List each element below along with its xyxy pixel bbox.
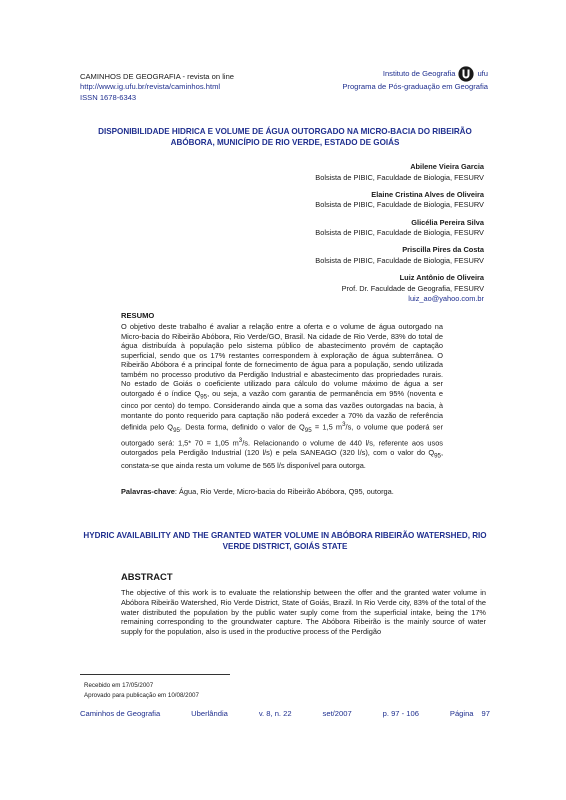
institute-header [288,66,488,92]
superscript-3: 3 [342,421,346,429]
issn: ISSN 1678-6343 [80,92,137,102]
author-name: Luiz Antônio de Oliveira [399,273,484,283]
footer-date: set/2007 [322,709,352,718]
ufu-logo-icon [458,66,474,82]
author-affiliation: Bolsista de PIBIC, Faculdade de Biologia, FESURV [315,172,484,182]
author-affiliation: Prof. Dr. Faculdade de Geografia, FESURV [341,283,484,293]
journal-url-link[interactable]: http://www.ig.ufu.br/revista/caminhos.html [80,82,221,92]
author-affiliation: Bolsista de PIBIC, Faculdade de Biologia, FESURV [315,255,484,265]
author-email-link[interactable]: luiz_ao@yahoo.com.br [408,294,484,304]
approved-date: Aprovado para publicação em 10/08/2007 [84,691,199,699]
program-name: Programa de Pós-graduação em Geografia [342,82,488,91]
page-footer [80,709,490,718]
page-value: 97 [481,709,490,718]
paper-title-en: HYDRIC AVAILABILITY AND THE GRANTED WATER VOLUME IN ABÓBORA RIBEIRÃO WATERSHED, RIO VERDE DISTRICT, GOIÁS STATE [83,531,487,551]
author-affiliation: Bolsista de PIBIC, Faculdade de Biologia, FESURV [315,200,484,210]
footnote-divider [80,674,230,675]
footer-pages: p. 97 - 106 [382,709,419,718]
author-name: Abilene Vieira Garcia [410,162,484,171]
author-list [184,162,484,312]
page-label: Página [449,709,474,718]
resumo-segment: /s. Relacionando o volume de 440 l/s, referente aos usos outorgados pela Perdigão Industrial (120 l/s) e pela SANEAGO (320 l/s), com o valor do Q [121,438,443,457]
footer-city: Uberlândia [191,709,228,718]
author-block [184,162,484,183]
author-affiliation: Bolsista de PIBIC, Faculdade de Biologia, FESURV [315,228,484,238]
subscript-95: 95 [434,452,441,460]
resumo-segment: O objetivo deste trabalho é avaliar a relação entre a oferta e o volume de água outorgado na Micro-bacia do Ribeirão Abóbora, Rio Verde/GO, Brasil. Na cidade de Rio Verde, 83% do total de água distribuída à população pelo sistema público de abastecimento provém de captação superficial, sendo que os 17% restantes correspondem à exploração de água subterrânea. O Ribeirão Abóbora é a principal fonte de fornecimento de água para a população, sendo utilizada também no processo produtivo da Perdigão Industrial e abastecimento das propriedades rurais. No estado de Goiás o coeficiente utilizado para cálculo do volume máximo de água a ser outorgado é o índice Q [121,322,443,398]
received-date: Recebido em 17/05/2007 [84,682,154,689]
resumo-heading: RESUMO [121,311,155,320]
keywords [121,487,451,497]
author-block [184,245,484,266]
resumo-segment: . Desta forma, definido o valor de Q [179,422,305,432]
keywords-label: Palavras-chave [121,487,175,496]
footnote [84,681,199,700]
footer-journal: Caminhos de Geografia [80,709,161,718]
institute-name: Instituto de Geografia [382,68,456,78]
paper-title-pt: DISPONIBILIDADE HIDRICA E VOLUME DE ÁGUA OUTORGADO NA MICRO-BACIA DO RIBEIRÃO ABÓBORA, MUNICÍPIO DE RIO VERDE, ESTADO DE GOIÁS [98,127,472,147]
author-block [184,190,484,211]
abstract-heading: ABSTRACT [121,571,173,582]
page-number [450,709,490,718]
resumo-segment: = 1,5 m [311,422,343,432]
subscript-95: 95 [304,427,312,435]
footer-volume: v. 8, n. 22 [258,709,292,718]
journal-name: CAMINHOS DE GEOGRAFIA - revista on line [80,72,235,81]
author-name: Glicélia Pereira Silva [411,217,484,227]
author-block [184,218,484,239]
subscript-95: 95 [200,392,208,400]
resumo-segment: , ou seja, a vazão com garantia de permanência em 95% (noventa e cinco por cento) do tempo. Considerando ainda que a soma das vazões outorgadas na bacia, à montante do ponto requerido para captação não poderá exceder a 70% da vazão de referência definida pelo Q [121,388,443,432]
abstract-text: The objective of this work is to evaluate the relationship between the offer and the granted water volume in Abóbora Ribeirão Watershed, Rio Verde District, State of Goiás, Brazil. In Rio Verde city, 83% of the total of the water distributed the population by the public water suply come from the superficial intake, being the 17% remaining corresponding to the groundwater capture. The Abóbora Ribeirão is the mainly source of water supply for the population, also is used in the productive process of the Perdigão [121,588,486,637]
resumo-text [121,322,443,470]
author-name: Priscilla Pires da Costa [402,245,484,255]
journal-header [80,72,234,103]
author-block [184,273,484,305]
resumo-segment: , constata-se que ainda resta um volume de 565 l/s disponível para outorga. [121,447,443,470]
keywords-text: : Água, Rio Verde, Micro-bacia do Ribeirão Abóbora, Q95, outorga. [174,487,394,496]
subscript-95: 95 [173,427,180,435]
superscript-3: 3 [238,436,243,444]
resumo-segment: /s, o volume que poderá ser outorgado será: 1,5* 70 = 1,05 m [121,422,443,448]
author-name: Elaine Cristina Alves de Oliveira [371,189,484,199]
ufu-label: ufu [477,68,488,78]
